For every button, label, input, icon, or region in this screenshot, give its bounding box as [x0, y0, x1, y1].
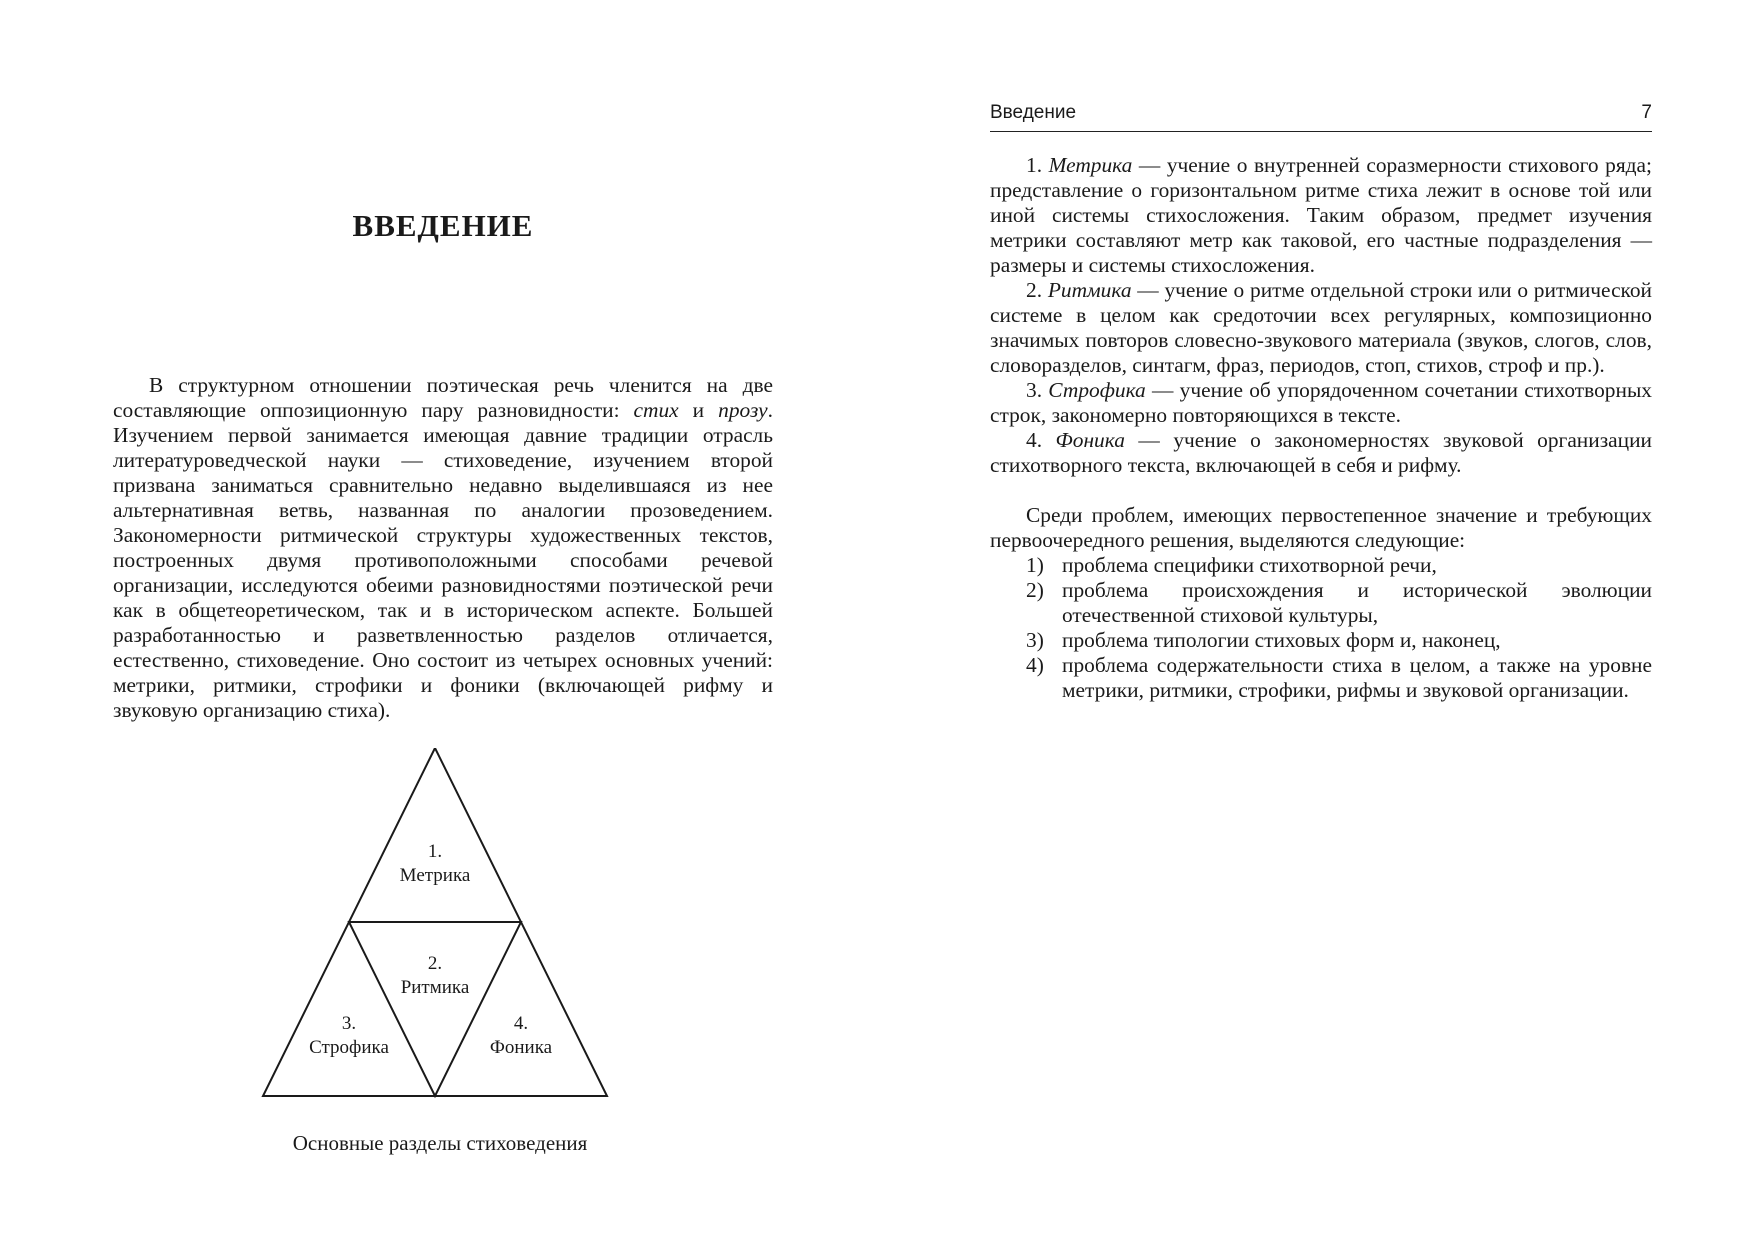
- definition-text: — учение о ритме отдельной строки или о ритмической системе в целом как средоточии всех регулярных, композиционно значимых повторов словесно-звукового материала (звуков, слогов, слов, словоразделов, синтагм, фраз, периодов, стоп, стихов, строф и пр.).: [990, 278, 1653, 377]
- definition-fonika: [990, 428, 1652, 478]
- definition-text: — учение об упорядоченном сочетании стихотворных строк, закономерно повторяющихся в тексте.: [990, 378, 1653, 427]
- definition-number: 2.: [1026, 278, 1048, 302]
- versification-diagram: [255, 748, 615, 1118]
- list-item-text: проблема типологии стиховых форм и, наконец,: [1062, 628, 1501, 652]
- list-item-number: 3): [1026, 628, 1044, 652]
- section-ritmika: [365, 952, 505, 1000]
- definition-number: 3.: [1026, 378, 1049, 402]
- list-item-text: проблема специфики стихотворной речи,: [1062, 553, 1437, 577]
- right-page: [877, 0, 1755, 1240]
- section-number: 2.: [427, 953, 443, 974]
- problems-list: [990, 553, 1652, 703]
- definition-text: — учение о внутренней соразмерности стихового ряда; представление о горизонтальном ритме стиха лежит в основе той или иной системы стихосложения. Таким образом, предмет изучения метрики составляют метр как таковой, его частные подразделения — размеры и системы стихосложения.: [990, 153, 1652, 277]
- right-body: [990, 153, 1652, 703]
- triangle-figure: [255, 748, 615, 1118]
- section-fonika: [451, 1012, 591, 1060]
- definition-metrika: [990, 153, 1652, 278]
- header-rule: [990, 131, 1652, 132]
- section-strofika: [279, 1012, 419, 1060]
- spacer: [990, 478, 1652, 503]
- definition-term: Метрика: [1048, 153, 1133, 177]
- list-item: [990, 553, 1652, 578]
- running-head-title: Введение: [990, 102, 1077, 123]
- definition-term: Фоника: [1055, 428, 1125, 452]
- inner-triangle: [349, 922, 521, 1096]
- term-stikh: стих: [633, 398, 679, 422]
- definition-term: Ритмика: [1047, 278, 1132, 302]
- section-number: 1.: [427, 841, 443, 862]
- paragraph-rest: . Изучением первой занимается имеющая давние традиции отрасль литературоведческой науки — стиховедение, изучением второй призвана заниматься сравнительно недавно выделившаяся из нее альтернативная ветвь, названная по аналогии прозоведением. Закономерности ритмической структуры художественных текстов, построенных двумя противоположными способами речевой организации, исследуются обеими разновидностями поэтической речи как в общетеоретическом, так и в историческом аспекте. Большей разработанностью и разветвленностью разделов отличается, естественно, стиховедение. Оно состоит из четырех основных учений: метрики, ритмики, строфики и фоники (включающей рифму и звуковую организацию стиха).: [113, 398, 773, 722]
- list-item-text: проблема содержательности стиха в целом, а также на уровне метрики, ритмики, строфики, рифмы и звуковой организации.: [1062, 653, 1652, 702]
- list-item: [990, 628, 1652, 653]
- paragraph-intro: В структурном отношении поэтическая речь членится на две составляющие оппозиционную пару разновидности:: [113, 373, 773, 422]
- section-metrika: [365, 840, 505, 888]
- problems-intro: Среди проблем, имеющих первостепенное значение и требующих первоочередного решения, выделяются следующие:: [990, 503, 1652, 552]
- intro-paragraph: [113, 373, 773, 723]
- left-page: [0, 0, 877, 1240]
- term-proza: прозу: [718, 398, 768, 422]
- list-item: [990, 653, 1652, 703]
- section-number: 4.: [513, 1013, 529, 1034]
- definition-number: 1.: [1026, 153, 1049, 177]
- definition-text: — учение о закономерностях звуковой организации стихотворного текста, включающей в себя и рифму.: [990, 428, 1652, 477]
- section-name: Фоника: [489, 1037, 553, 1058]
- list-item: [990, 578, 1652, 628]
- list-item-number: 2): [1026, 578, 1044, 602]
- section-name: Метрика: [399, 865, 471, 886]
- paragraph-conj: и: [678, 398, 719, 422]
- section-name: Строфика: [309, 1037, 389, 1058]
- list-item-text: проблема происхождения и исторической эволюции отечественной стиховой культуры,: [1062, 578, 1652, 627]
- list-item-number: 1): [1026, 553, 1044, 577]
- page-number: 7: [1641, 102, 1652, 123]
- chapter-title: ВВЕДЕНИЕ: [352, 208, 534, 243]
- definition-term: Строфика: [1048, 378, 1146, 402]
- definition-strofika: [990, 378, 1652, 428]
- definition-number: 4.: [1026, 428, 1056, 452]
- section-number: 3.: [341, 1013, 357, 1034]
- figure-caption: Основные разделы стиховедения: [292, 1131, 588, 1155]
- section-name: Ритмика: [400, 977, 470, 998]
- list-item-number: 4): [1026, 653, 1044, 677]
- definition-ritmika: [990, 278, 1652, 378]
